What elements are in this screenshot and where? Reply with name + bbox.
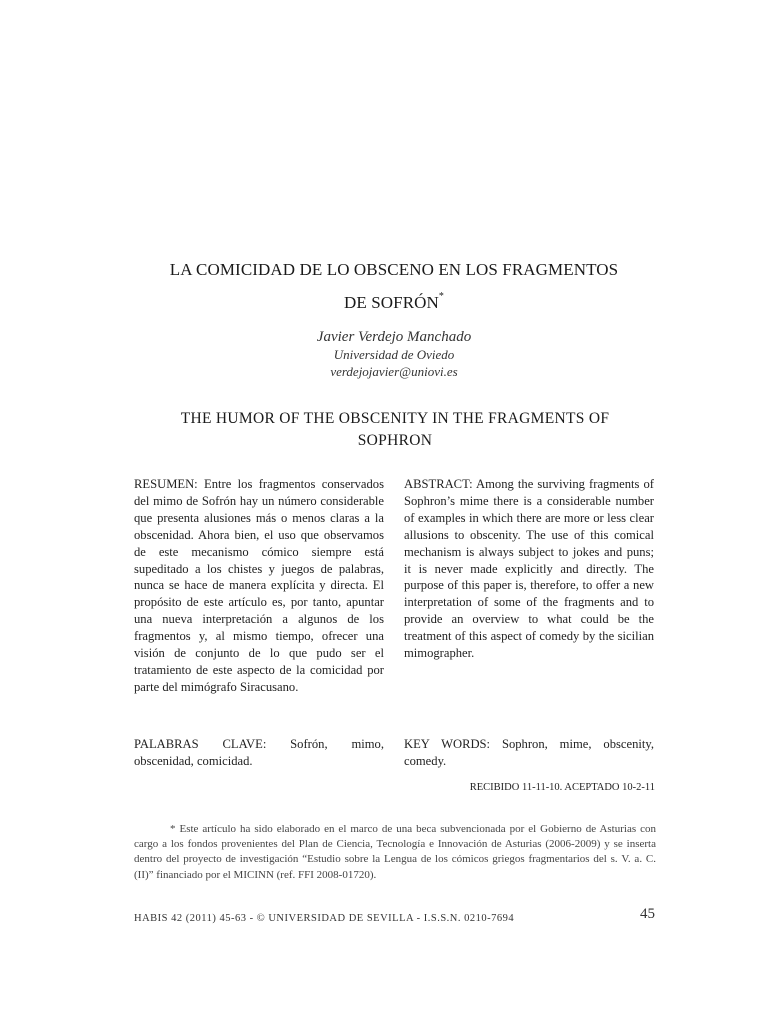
english-title xyxy=(130,408,660,452)
footnote: * Este artículo ha sido elaborado en el marco de una beca subvencionada por el Gobierno de Asturias con cargo a los fondos provenientes del Plan de Ciencia, Tecnología e Innovación de Asturias (2006-2009) y se inserta dentro del proyecto de investigación “Estudio sobre la Lengua de los cómicos griegos fragmentarios del s. V. a. C. (II)” financiado por el MICINN (ref. FFI 2008-01720). xyxy=(134,823,656,881)
author-name: Javier Verdejo Manchado xyxy=(316,329,472,345)
article-title xyxy=(120,256,668,316)
author-email: verdejojavier@uniovi.es xyxy=(330,364,458,379)
english-title-line-2: SOPHRON xyxy=(357,432,433,449)
abstract-paragraph: ABSTRACT: Among the surviving fragments of Sophron’s mime there is a considerable number of examples in which there are more or less clear allusions to obscenity. The use of this comical mechanism is always subject to jokes and puns; it is never made explicitly and directly. The purpose of this paper is, therefore, to offer a new interpretation of some of the fragments and to provide an overview to what could be the treatment of this aspect of comedy by the sicilian mimographer. xyxy=(404,477,654,661)
journal-citation: HABIS 42 (2011) 45-63 - © UNIVERSIDAD DE SEVILLA - I.S.S.N. 0210-7694 xyxy=(134,913,515,924)
resumen-paragraph: RESUMEN: Entre los fragmentos conservados del mimo de Sofrón hay un número considerable que presenta alusiones más o menos claras a la obscenidad. Ahora bien, el uso que observamos de este mecanismo cómico siempre está supeditado a los chistes y juegos de palabras, nunca se hace de manera explícita y directa. El propósito de este artículo es, por tanto, apuntar una nueva interpretación a algunos de los fragmentos y, al mismo tiempo, ofrecer una visión de conjunto de lo que pudo ser el tratamiento de este aspecto de la comicidad por parte del mimógrafo Siracusano. xyxy=(134,477,384,694)
article-title-line-2 xyxy=(120,283,668,316)
author-block xyxy=(184,328,604,380)
key-words: KEY WORDS: Sophron, mime, obscenity, comedy. xyxy=(404,737,654,768)
received-accepted-dates: RECIBIDO 11-11-10. ACEPTADO 10-2-11 xyxy=(469,782,655,793)
english-title-line-1: THE HUMOR OF THE OBSCENITY IN THE FRAGMENTS OF xyxy=(180,410,610,427)
page-number: 45 xyxy=(640,906,655,922)
article-title-line-2-text: DE SOFRÓN xyxy=(344,293,439,312)
palabras-clave: PALABRAS CLAVE: Sofrón, mimo, obscenidad, comicidad. xyxy=(134,737,384,768)
title-footnote-marker: * xyxy=(438,291,444,302)
author-affiliation: Universidad de Oviedo xyxy=(333,347,455,362)
article-title-line-1: LA COMICIDAD DE LO OBSCENO EN LOS FRAGMENTOS xyxy=(169,260,619,279)
